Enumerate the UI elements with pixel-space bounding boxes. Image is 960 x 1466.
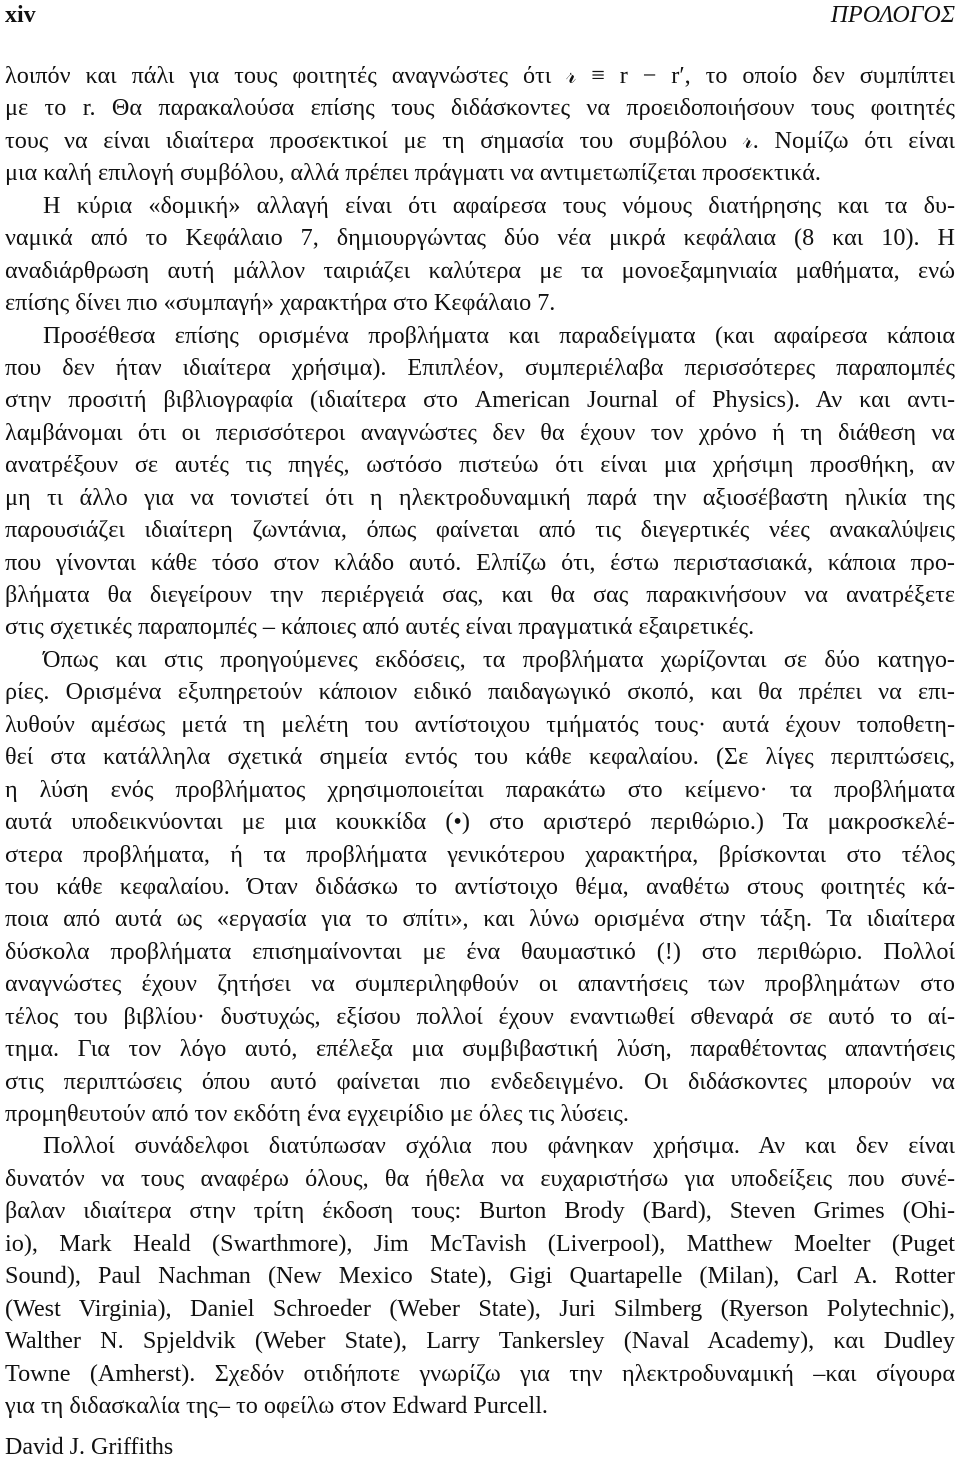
text-line: Όπως και στις προηγούμενες εκδόσεις, τα προβλήματα χωρίζονται σε δύο κατηγο- [43, 645, 955, 673]
text-line: στην προσιτή βιβλιογραφία (ιδιαίτερα στο American Journal of Physics). Αν και αντι- [5, 386, 955, 414]
text-line: του κάθε κεφαλαίου. Όταν διδάσκω το αντίστοιχο θέμα, αναθέτω στους φοιτητές κά- [5, 872, 955, 900]
text-line: αναγνώστες έχουν ζητήσει να συμπεριληφθούν οι απαντήσεις των προβλημάτων στο [5, 970, 955, 998]
text-line: στερα προβλήματα, ή τα προβλήματα γενικότερου χαρακτήρα, βρίσκονται στο τέλος [5, 840, 955, 868]
text-line: στις περιπτώσεις όπου αυτό φαίνεται πιο ενδεδειγμένο. Οι διδάσκοντες μπορούν να [5, 1067, 955, 1095]
text-line: μια καλή επιλογή συμβόλου, αλλά πρέπει πράγματι να αντιμετωπίζεται προσεκτικά. [5, 159, 821, 187]
text-line: για τη διδασκαλία της– το οφείλω στον Edward Purcell. [5, 1391, 548, 1419]
page-number: xiv [5, 2, 36, 28]
text-line: λοιπόν και πάλι για τους φοιτητές αναγνώστες ότι 𝓇 ≡ r − r′, το οποίο δεν συμπίπτει [5, 62, 955, 89]
text-line: Η κύρια «δομική» αλλαγή είναι ότι αφαίρεσα τους νόμους διατήρησης και τα δυ- [43, 191, 955, 219]
text-line: με το r. Θα παρακαλούσα επίσης τους διδάσκοντες να προειδοποιήσουν τους φοιτητές [5, 94, 955, 122]
text-line: ανατρέξουν σε αυτές τις πηγές, ωστόσο πιστεύω ότι είναι μια χρήσιμη προσθήκη, αν [5, 451, 955, 479]
text-line: τέλος του βιβλίου· δυστυχώς, εξίσου πολλοί έχουν εναντιωθεί σθεναρά σε αυτό το αί- [5, 1002, 955, 1030]
text-line: Sound), Paul Nachman (New Mexico State), Gigi Quartapelle (Milan), Carl A. Rotter [5, 1262, 955, 1290]
running-head: ΠΡΟΛΟΓΟΣ [830, 2, 955, 28]
author-signature: David J. Griffiths [5, 1434, 174, 1460]
page-header [5, 0, 955, 40]
text-line: λαμβάνομαι ότι οι περισσότεροι αναγνώστες δεν θα έχουν τον χρόνο ή τη διάθεση να [5, 418, 955, 446]
text-line: Towne (Amherst). Σχεδόν οτιδήποτε γνωρίζω για την ηλεκτροδυναμική –και σίγουρα [5, 1359, 955, 1387]
text-line: δυνατόν να τους αναφέρω όλους, θα ήθελα να ευχαριστήσω για υποδείξεις που συνέ- [5, 1164, 955, 1192]
text-line: Πολλοί συνάδελφοι διατύπωσαν σχόλια που φάνηκαν χρήσιμα. Αν και δεν είναι [43, 1132, 955, 1160]
text-line: στις σχετικές παραπομπές – κάποιες από αυτές είναι πραγματικά εξαιρετικές. [5, 613, 755, 641]
text-line: βαλαν ιδιαίτερα στην τρίτη έκδοση τους: Burton Brody (Bard), Steven Grimes (Ohi- [5, 1197, 955, 1225]
text-line: δύσκολα προβλήματα επισημαίνονται με ένα θαυμαστικό (!) στο περιθώριο. Πολλοί [5, 937, 955, 965]
text-line: που δεν ήταν ιδιαίτερα χρήσιμα). Επιπλέον, συμπεριέλαβα περισσότερες παραπομπές [5, 353, 955, 381]
book-page [5, 0, 955, 1466]
text-line: (West Virginia), Daniel Schroeder (Weber State), Juri Silmberg (Ryerson Polytechnic), [5, 1294, 955, 1322]
preface-body [5, 60, 955, 1422]
text-line: ρίες. Ορισμένα εξυπηρετούν κάποιον ειδικό παιδαγωγικό σκοπό, και θα πρέπει να επι- [5, 678, 955, 706]
text-line: Walther N. Spjeldvik (Weber State), Larry Tankersley (Naval Academy), και Dudley [5, 1327, 955, 1355]
text-line: αναδιάρθρωση αυτή μάλλον ταιριάζει καλύτερα με τα μονοεξαμηνιαία μαθήματα, ενώ [5, 256, 955, 284]
text-line: λυθούν αμέσως μετά τη μελέτη του αντίστοιχου τμήματός τους· αυτά έχουν τοποθετη- [5, 710, 955, 738]
text-line: βλήματα θα διεγείρουν την περιέργειά σας, και θα σας παρακινήσουν να ανατρέξετε [5, 581, 955, 608]
text-line: που γίνονται κάθε τόσο στον κλάδο αυτό. Ελπίζω ότι, έστω περιστασιακά, κάποια προ- [5, 548, 955, 576]
text-line: ναμικά από το Κεφάλαιο 7, δημιουργώντας δύο νέα μικρά κεφάλαια (8 και 10). Η [5, 224, 955, 252]
text-line: επίσης δίνει πιο «συμπαγή» χαρακτήρα στο Κεφάλαιο 7. [5, 289, 556, 317]
text-line: αυτά υποδεικνύονται με μια κουκκίδα (•) στο αριστερό περιθώριο.) Τα μακροσκελέ- [5, 808, 955, 836]
text-line: Προσέθεσα επίσης ορισμένα προβλήματα και παραδείγματα (και αφαίρεσα κάποια [43, 321, 955, 349]
text-line: ποια από αυτά ως «εργασία για το σπίτι», και λύνω ορισμένα στην τάξη. Τα ιδιαίτερα [5, 905, 955, 933]
text-line: θεί στα κατάλληλα σχετικά σημεία εντός του κάθε κεφαλαίου. (Σε λίγες περιπτώσεις, [5, 743, 955, 771]
text-line: η λύση ενός προβλήματος χρησιμοποιείται παρακάτω στο κείμενο· τα προβλήματα [5, 775, 955, 803]
text-line: io), Mark Heald (Swarthmore), Jim McTavish (Liverpool), Matthew Moelter (Puget [5, 1229, 955, 1257]
text-line: τους να είναι ιδιαίτερα προσεκτικοί με τη σημασία του συμβόλου 𝓇. Νομίζω ότι είναι [5, 126, 955, 154]
text-line: μη τι άλλο για να τονιστεί ότι η ηλεκτροδυναμική παρά την αξιοσέβαστη ηλικία της [5, 483, 955, 511]
text-line: τημα. Για τον λόγο αυτό, επέλεξα μια συμβιβαστική λύση, παραθέτοντας απαντήσεις [5, 1035, 955, 1063]
text-line: παρουσιάζει ιδιαίτερη ζωντάνια, όπως φαίνεται από τις διεγερτικές νέες ανακαλύψεις [5, 516, 955, 544]
text-line: προμηθευτούν από τον εκδότη ένα εγχειρίδιο με όλες τις λύσεις. [5, 1100, 629, 1127]
